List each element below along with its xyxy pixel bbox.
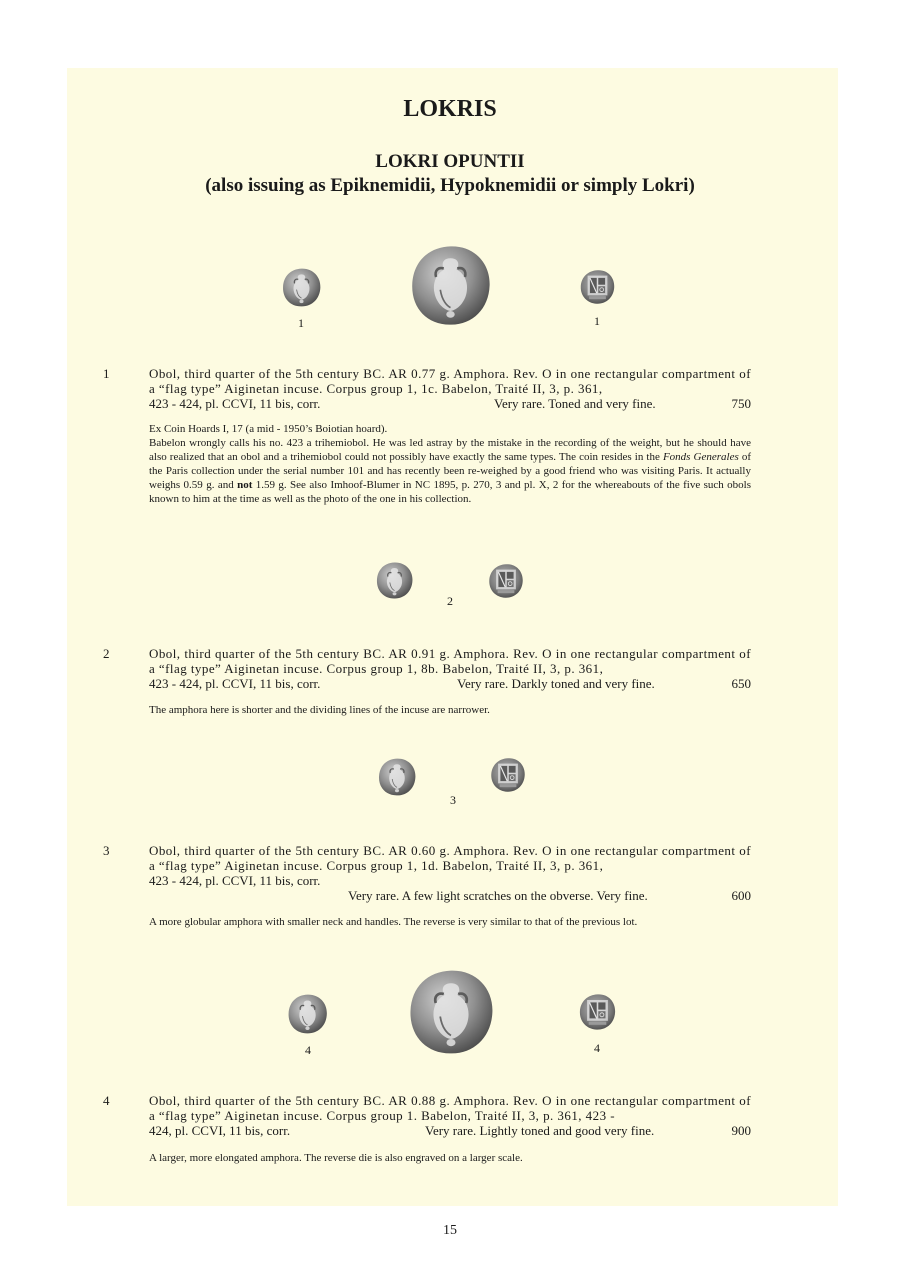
plate-label: 3 [450, 793, 456, 807]
lot-grade: Very rare. Toned and very fine. [494, 396, 656, 411]
lot-description-text: Obol, third quarter of the 5th century BC. AR 0.91 g. Amphora. Rev. O in one rectangular compartment of a “flag type” Aiginetan incuse. Corpus group 1, 8b. Babelon, Traité II, 3, p. 361, [149, 646, 751, 676]
lot-description-text: Obol, third quarter of the 5th century BC. AR 0.60 g. Amphora. Rev. O in one rectangular compartment of a “flag type” Aiginetan incuse. Corpus group 1, 1d. Babelon, Traité II, 3, p. 361, [149, 843, 751, 873]
lot-commentary-text: of the Paris collection under the serial number 101 and has recently been re-weighed by a good friend who was visiting Paris. It actually weighs 0.59 g. and [149, 451, 751, 491]
lot-description [149, 843, 751, 903]
coin-obverse-enlarged-image [408, 243, 493, 328]
lot-number: 3 [103, 843, 110, 858]
lot-description-text: Obol, third quarter of the 5th century BC. AR 0.88 g. Amphora. Rev. O in one rectangular compartment of a “flag type” Aiginetan incuse. Corpus group 1. Babelon, Traité II, 3, p. 361, 423 - [149, 1093, 751, 1123]
coin-obverse-enlarged-image [406, 967, 496, 1057]
plate-label: 1 [298, 316, 304, 330]
lot-note: The amphora here is shorter and the dividing lines of the incuse are narrower. [149, 704, 490, 716]
lot-description-last-line [149, 1123, 751, 1138]
coin-reverse-image [487, 562, 525, 600]
lot-description [149, 1093, 751, 1138]
lot-number: 4 [103, 1093, 110, 1108]
lot-price: 750 [731, 396, 751, 411]
coin-obverse-image [377, 757, 417, 797]
lot-grade: Very rare. Darkly toned and very fine. [457, 676, 655, 691]
lot-price: 900 [731, 1123, 751, 1138]
lot-note: A more globular amphora with smaller neck and handles. The reverse is very similar to that of the previous lot. [149, 916, 638, 928]
lot-description-last-line [149, 396, 751, 411]
lot-provenance: Ex Coin Hoards I, 17 (a mid - 1950’s Boiotian hoard). [149, 423, 388, 435]
coin-reverse-image [489, 755, 527, 795]
lot-grade: Very rare. Lightly toned and good very fine. [425, 1123, 655, 1138]
section-subtitle: (also issuing as Epiknemidii, Hypoknemidii or simply Lokri) [205, 175, 695, 196]
lot-commentary-bold: not [237, 479, 253, 491]
coin-reverse-image [576, 992, 619, 1032]
lot-note: A larger, more elongated amphora. The reverse die is also engraved on a larger scale. [149, 1152, 523, 1164]
lot-description-last-line [149, 676, 751, 691]
lot-commentary-italic: Fonds Generales [662, 451, 739, 463]
plate-label: 1 [594, 314, 600, 328]
plate-label: 4 [305, 1043, 311, 1057]
lot-description [149, 366, 751, 411]
page-number: 15 [443, 1223, 457, 1238]
plate-label: 2 [447, 594, 453, 608]
coin-obverse-image [375, 561, 414, 600]
lot-description-text: Obol, third quarter of the 5th century BC. AR 0.77 g. Amphora. Rev. O in one rectangular compartment of a “flag type” Aiginetan incuse. Corpus group 1, 1c. Babelon, Traité II, 3, p. 361, [149, 366, 751, 396]
lot-commentary-text: 1.59 g. See also Imhoof-Blumer in NC 1895, p. 270, 3 and pl. X, 2 for the whereabouts of the five such obols known to him at the time as well as the photo of the one in his collection. [149, 479, 752, 505]
plate-label: 4 [594, 1041, 600, 1055]
lot-number: 2 [103, 646, 110, 661]
lot-description [149, 646, 751, 691]
lot-description-last-line [149, 873, 751, 888]
section-heading [0, 150, 900, 198]
page-title: LOKRIS [403, 96, 497, 122]
coin-reverse-image [577, 268, 618, 306]
lot-reference: 424, pl. CCVI, 11 bis, corr. [149, 1123, 291, 1138]
lot-grade: Very rare. A few light scratches on the obverse. Very fine. [348, 888, 648, 903]
section-title: LOKRI OPUNTII [375, 151, 525, 172]
lot-number: 1 [103, 366, 110, 381]
lot-reference: 423 - 424, pl. CCVI, 11 bis, corr. [149, 873, 321, 888]
lot-price: 650 [731, 676, 751, 691]
lot-commentary-text: Babelon wrongly calls his no. 423 a trihemiobol. He was led astray by the mistake in the recording of the weight, but he should have also realized that an obol and a trihemiobol could not possibly have exactly the same types. The coin resides in the [149, 437, 751, 463]
lot-note [149, 422, 751, 506]
lot-reference: 423 - 424, pl. CCVI, 11 bis, corr. [149, 396, 321, 411]
lot-price: 600 [731, 888, 751, 903]
lot-reference: 423 - 424, pl. CCVI, 11 bis, corr. [149, 676, 321, 691]
coin-obverse-image [281, 267, 322, 308]
lot-commentary [149, 436, 751, 506]
lot-grade-line [149, 888, 751, 903]
coin-obverse-image [285, 993, 330, 1035]
